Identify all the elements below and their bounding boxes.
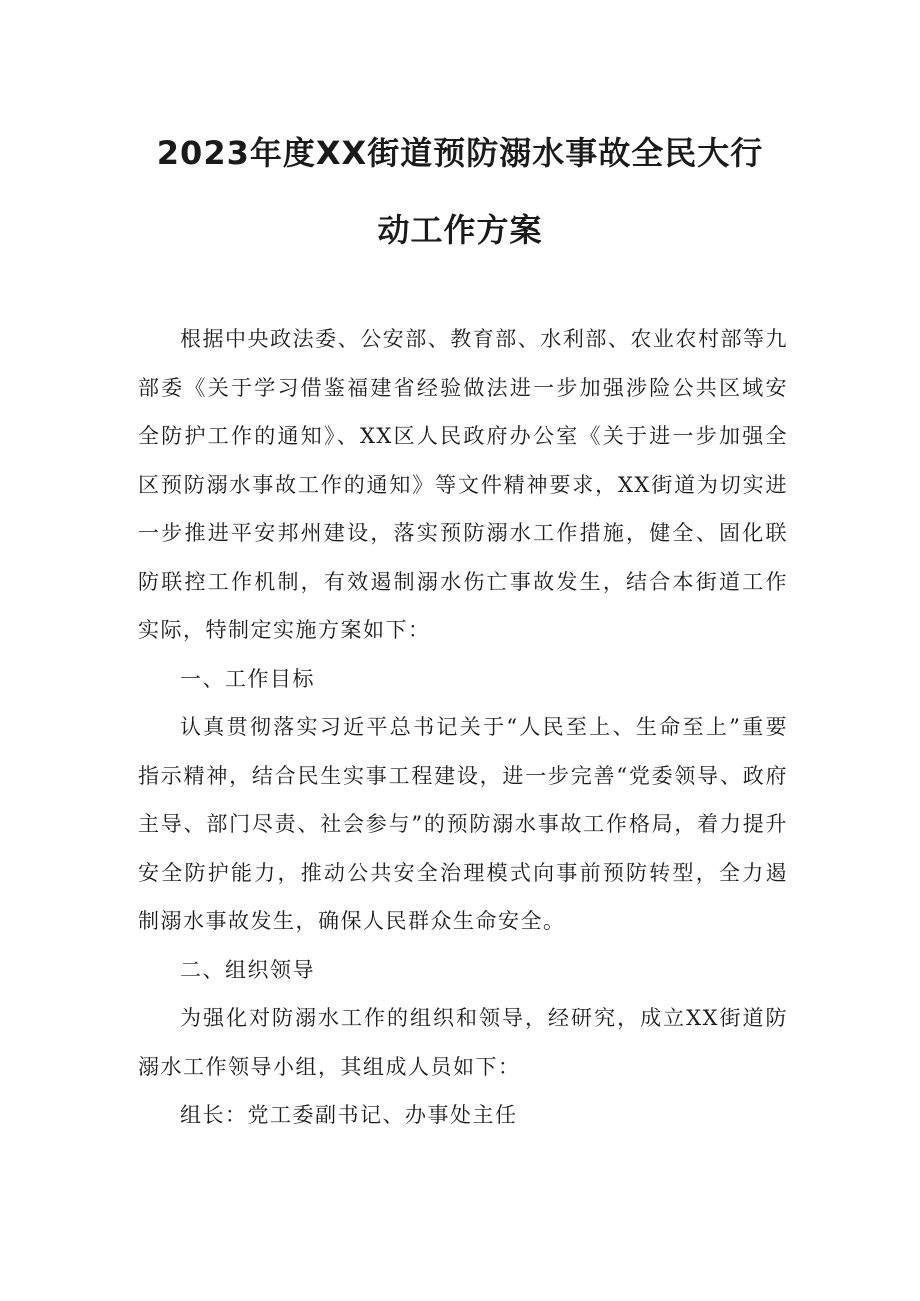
intro-paragraph: 根据中央政法委、公安部、教育部、水利部、农业农村部等九部委《关于学习借鉴福建省经验做法进一步加强涉险公共区域安全防护工作的通知》、XX区人民政府办公室《关于进一步加强全区预防溺水事故工作的通知》等文件精神要求，XX街道为切实进一步推进平安邦州建设，落实预防溺水工作措施，健全、固化联防联控工作机制，有效遏制溺水伤亡事故发生，结合本街道工作实际，特制定实施方案如下： xyxy=(138,327,788,642)
section-heading-work-goals: 一、工作目标 xyxy=(180,666,315,691)
group-leader-line: 组长：党工委副书记、办事处主任 xyxy=(180,1103,518,1127)
section-heading-organization: 二、组织领导 xyxy=(180,957,315,982)
document-title-line-1: 2023年度XX街道预防溺水事故全民大行 xyxy=(156,134,764,172)
work-goals-paragraph: 认真贯彻落实习近平总书记关于“人民至上、生命至上”重要指示精神，结合民生实事工程建设，进一步完善“党委领导、政府主导、部门尽责、社会参与”的预防溺水事故工作格局，着力提升安全防护能力，推动公共安全治理模式向事前预防转型，全力遏制溺水事故发生，确保人民群众生命安全。 xyxy=(138,715,788,933)
document-title-line-2: 动工作方案 xyxy=(377,211,543,249)
document-body xyxy=(138,315,788,1140)
organization-paragraph: 为强化对防溺水工作的组织和领导，经研究，成立XX街道防溺水工作领导小组，其组成人员如下： xyxy=(138,1006,788,1079)
